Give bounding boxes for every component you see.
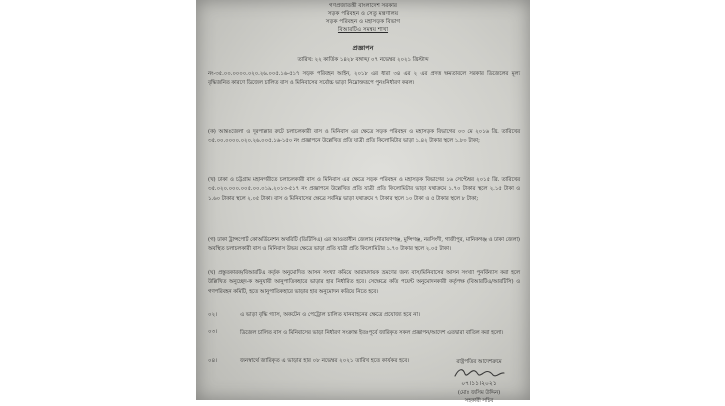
- document-page: [196, 0, 530, 405]
- header-ministry: সড়ক পরিবহন ও সেতু মন্ত্রণালয়: [327, 11, 399, 17]
- signature-mark: [449, 366, 509, 380]
- header-government: গণপ্রজাতন্ত্রী বাংলাদেশ সরকার: [329, 3, 397, 9]
- notice-title: প্রজ্ঞাপন: [352, 44, 374, 52]
- item-text: জনস্বার্থে জারিকৃত এ ভাড়ার হার ০৮ নভেম্বর ২০২১ তারিখ হতে কার্যকর হবে।: [240, 358, 410, 364]
- by-order-text: রাষ্ট্রপতির আদেশক্রমে: [456, 359, 502, 365]
- item-number: ০৪।: [208, 358, 218, 364]
- paragraph-kha: (খ) ঢাকা ও চট্টগ্রাম মহানগরীতে চলাচলকারী বাস ও মিনিবাস এর ক্ষেত্রে সড়ক পরিবহন ও মহাসড়ক বিভাগের ১৬ সেপ্টেম্বর ২০১৫ খ্রি. তারিখের ৩৫.০২০.০০০.০০৫.০০.০১৯.২০১৩-৫১৭ নং প্রজ্ঞাপনে উল্লেখিত প্রতি যাত্রী প্রতি কিলোমিটার ভাড়া যথাক্রমে ১.৭০ টাকার স্থলে ২.১৫ টাকা ও ১.৬০ টাকার স্থলে ২.০৫ টাকা। বাস ও মিনিবাসের ক্ষেত্রে সর্বনিম্ন ভাড়া যথাক্রমে ৭ টাকার স্থলে ১০ টাকা ও ৫ টাকার স্থলে ৮ টাকা;: [208, 177, 520, 202]
- paragraph-ka: (ক) আন্তঃজেলা ও দূরপাল্লার রুটে চলাচলকারী বাস ও মিনিবাস এর ক্ষেত্রে সড়ক পরিবহন ও মহাসড়ক বিভাগের ০৩ মে ২০১৬ খ্রি. তারিখের ৩৫.০০.০০০০.০২০.২৬.০০৫.১৬-১৫০ নং প্রজ্ঞাপনে উল্লেখিত প্রতি যাত্রী প্রতি কিলোমিটার ভাড়া ১.৪২ টাকার স্থলে ১.৮০ টাকা;: [208, 129, 520, 145]
- paragraph-gha: (ঘ) প্রস্তুতকারক/বিআরটিএ কর্তৃক অনুমোদিত আসন সংখ্যা কমিয়ে আরামদায়ক ভ্রমণের জন্য বাস/মিনিবাসের আসন সংখ্যা পুনর্বিন্যাস করা হলে উল্লিখিত অনুচ্ছেদ-ক অনুযায়ী আনুপাতিকহারে ভাড়ার হার নির্ধারিত হবে। সেক্ষেত্রে কতি পয়েন্ট অনুমোদনকারী কর্তৃপক্ষ (বিআরটিএ/আরটিসি) ও গণপরিবহন কমিটি, হতে আনুপাতিকহারে ভাড়ার হার অনুমোদন করিয়ে নিতে হবে।: [208, 270, 520, 295]
- item-text: এ ভাড়া বৃদ্ধি গ্যাস, অকটেন ও পেট্রোল চালিত যানবাহনের ক্ষেত্রে প্রযোজ্য হবে না।: [240, 312, 421, 318]
- signatory-name: (মোঃ জসিম উদ্দিন): [457, 389, 501, 396]
- header-division: সড়ক পরিবহন ও মহাসড়ক বিভাগ: [325, 19, 401, 25]
- paragraph-ga: (গ) ঢাকা ট্রান্সপোর্ট কোঅর্ডিনেশন অথরিটি (ডিটিসিএ) এর আওতাধীন জেলায় (নারায়ণগঞ্জ, মুন্সিগঞ্জ, নরসিংদী, গাজীপুর, মানিকগঞ্জ ও ঢাকা জেলা) অবস্থিত চলাচলকারী বাস ও মিনিবাস উভয় ক্ষেত্রে ভাড়া প্রতি যাত্রী প্রতি কিলোমিটার ১.৭০ টাকার স্থলে ২.০৫ টাকা।: [208, 237, 520, 253]
- item-number: ০৩।: [208, 329, 218, 335]
- notice-date: তারিখ: ২২ কার্তিক ১৪২৮ বঙ্গাব্দ/ ০৭ নভেম্বর ২০২১ খ্রিস্টাব্দ: [297, 57, 429, 63]
- signature-date: ০৭।১১।২০২১: [461, 380, 497, 388]
- signatory-designation: সহকারী সচিব: [464, 398, 494, 405]
- paragraph-intro: নং-৩৫.০০.০০০০.০২০.২৬.০০৫.১৬-৫১৭ সড়ক পরিবহন আইন, ২০১৮ এর ধারা ৩৪ এর ২ এর প্রদত্ত ক্ষমতাবলে সরকার ডিজেলের মূল্য বৃদ্ধিজনিত কারণে ডিজেল চালিত বাস ও মিনিবাসের সর্বোচ্চ ভাড়া নিম্নোক্তরূপে পুনঃনির্ধারণ করল।: [208, 71, 520, 87]
- header-section: বিআরটিএ সমন্বয় শাখা: [337, 27, 389, 33]
- item-number: ০২।: [208, 312, 218, 318]
- signature-block: [434, 358, 524, 406]
- item-text: ডিজেল চালিত বাস ও মিনিবাসের ভাড়া নির্ধারণ সংক্রান্ত ইতঃপূর্বে জারিকৃত সকল প্রজ্ঞাপন/আদেশ এতদ্বারা বাতিল করা হলো।: [240, 330, 504, 336]
